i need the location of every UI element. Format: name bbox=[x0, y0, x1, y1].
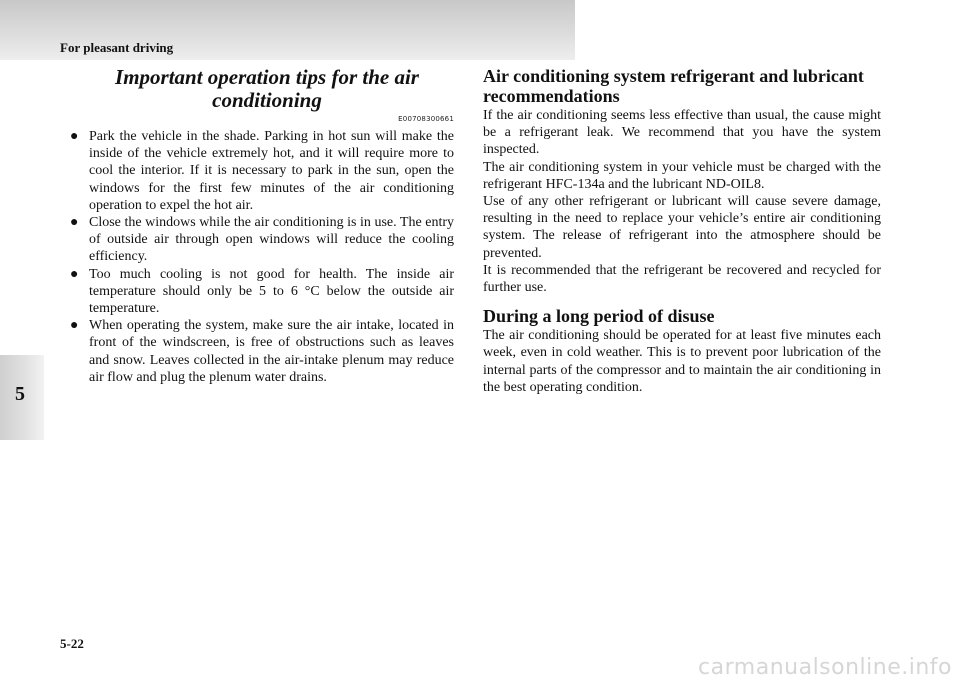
left-column bbox=[70, 65, 454, 386]
paragraph: The air conditioning should be operated for at least five minutes each week, even in cold weather. This is to prevent poor lubrication of the internal parts of the compressor and to maintain the air conditioning in the best operating condition. bbox=[483, 328, 881, 395]
list-item-text: When operating the system, make sure the air intake, located in front of the windscreen, is free of obstructions such as leaves and snow. Leaves collected in the air-intake plenum may reduce air flow and plug the plenum water drains. bbox=[89, 318, 454, 385]
list-item bbox=[70, 128, 454, 214]
list-item bbox=[70, 317, 454, 386]
tips-list bbox=[70, 128, 454, 386]
reference-code: E00708300661 bbox=[398, 115, 454, 123]
bullet-icon: ● bbox=[70, 318, 79, 334]
refrigerant-heading: Air conditioning system refrigerant and lubricant recommendations bbox=[483, 66, 864, 106]
list-item bbox=[70, 214, 454, 266]
chapter-number: 5 bbox=[15, 383, 25, 405]
paragraph: Use of any other refrigerant or lubricant will cause severe damage, resulting in the need to replace your vehicle’s entire air conditioning system. The release of refrigerant into the atmosphere should be prevented. bbox=[483, 194, 881, 261]
paragraph: If the air conditioning seems less effective than usual, the cause might be a refrigerant leak. We recommend that you have the system inspected. bbox=[483, 108, 881, 158]
list-item-text: Too much cooling is not good for health. The inside air temperature should only be 5 to 6 °C below the outside air temperature. bbox=[89, 266, 454, 317]
paragraph: It is recommended that the refrigerant be recovered and recycled for further use. bbox=[483, 262, 881, 296]
list-item-text: Close the windows while the air conditioning is in use. The entry of outside air through open windows will reduce the cooling efficiency. bbox=[89, 215, 454, 265]
list-item bbox=[70, 266, 454, 318]
page-number: 5-22 bbox=[60, 636, 84, 651]
tips-heading: Important operation tips for the air conditioning bbox=[115, 65, 419, 112]
section-title: For pleasant driving bbox=[60, 40, 174, 55]
bullet-icon: ● bbox=[70, 266, 79, 282]
bullet-icon: ● bbox=[70, 129, 79, 144]
paragraph: The air conditioning system in your vehicle must be charged with the refrigerant HFC-134a and the lubricant ND-OIL8. bbox=[483, 159, 881, 192]
watermark: carmanualsonline.info bbox=[698, 655, 952, 680]
right-column bbox=[483, 66, 881, 396]
disuse-heading: During a long period of disuse bbox=[483, 306, 715, 327]
list-item-text: Park the vehicle in the shade. Parking in hot sun will make the inside of the vehicle extremely hot, and it will require more to cool the interior. If it is necessary to park in the sun, open the windows for the first few minutes of the air conditioning operation to expel the hot air. bbox=[89, 129, 454, 213]
bullet-icon: ● bbox=[70, 215, 79, 231]
